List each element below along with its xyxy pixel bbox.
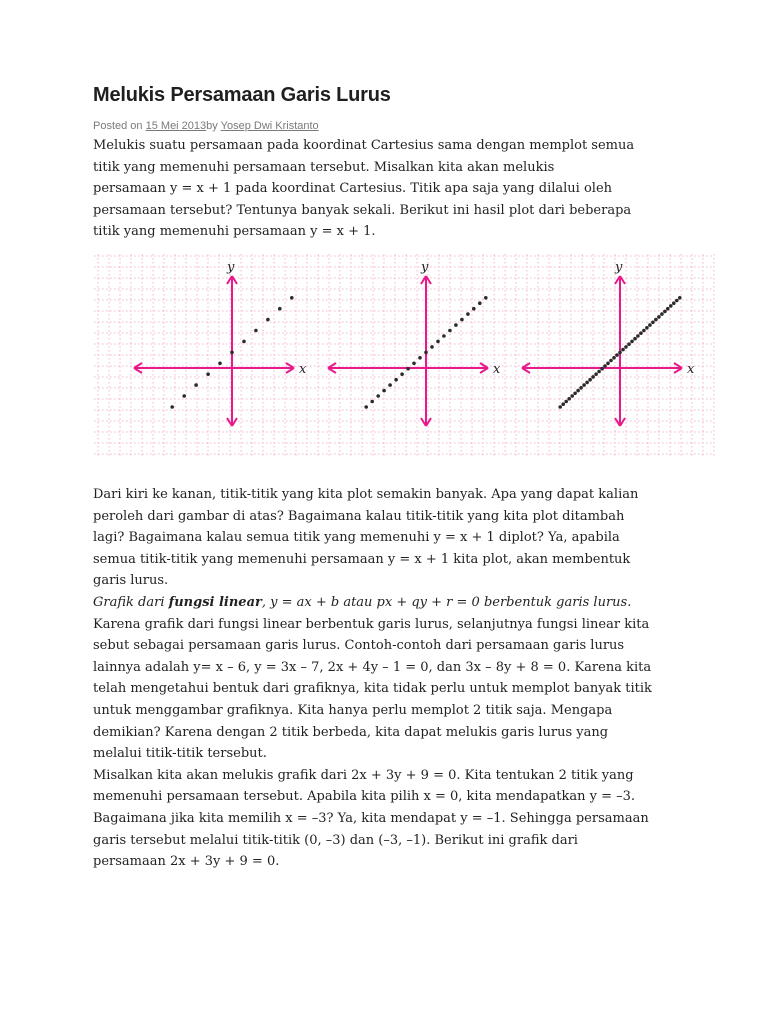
y-axis-label: y [615, 260, 623, 275]
data-point [406, 367, 410, 371]
data-point [382, 389, 386, 393]
data-point [678, 296, 682, 300]
theorem-statement [93, 592, 683, 614]
x-axis-label: x [687, 362, 695, 377]
text-line: telah mengetahui bentuk dari grafiknya, kita tidak perlu untuk memplot banyak titik [93, 681, 652, 697]
data-point [418, 356, 422, 360]
data-point [660, 312, 664, 316]
plot-panel [522, 260, 695, 426]
data-point [561, 402, 565, 406]
text-line: Bagaimana jika kita memilih x = –3? Ya, kita mendapat y = –1. Sehingga persamaan [93, 810, 649, 826]
data-point [230, 351, 234, 355]
data-point [388, 383, 392, 387]
data-point [645, 326, 649, 330]
intro-paragraph [93, 135, 683, 243]
text-line: lagi? Bagaimana kalau semua titik yang memenuhi y = x + 1 diplot? Ya, apabila [93, 530, 620, 546]
theorem-suffix: , y = ax + b atau px + qy + r = 0 berbentuk garis lurus. [261, 594, 632, 610]
data-point [290, 296, 294, 300]
data-point [266, 318, 270, 322]
data-point [558, 405, 562, 409]
data-point [624, 345, 628, 349]
data-point [639, 331, 643, 335]
data-point [564, 400, 568, 404]
data-point [609, 359, 613, 363]
text-line: Melukis suatu persamaan pada koordinat Cartesius sama dengan memplot semua [93, 138, 635, 153]
data-point [218, 362, 222, 366]
data-point [472, 307, 476, 311]
data-point [630, 340, 634, 344]
y-axis-label: y [227, 260, 235, 275]
data-point [582, 383, 586, 387]
data-point [642, 329, 646, 333]
text-line: demikian? Karena dengan 2 titik berbeda, kita dapat melukis garis lurus yang [93, 724, 609, 740]
data-point [585, 381, 589, 385]
data-point [460, 318, 464, 322]
data-point [484, 296, 488, 300]
data-point [448, 329, 452, 333]
text-line: memenuhi persamaan tersebut. Apabila kita pilih x = 0, kita mendapatkan y = –3. [93, 789, 636, 805]
data-point [400, 372, 404, 376]
data-point [206, 372, 210, 376]
author-link[interactable]: Yosep Dwi Kristanto [220, 120, 319, 132]
data-point [588, 378, 592, 382]
data-point [570, 394, 574, 398]
data-point [466, 312, 470, 316]
body-paragraph-2 [93, 484, 683, 873]
data-point [621, 348, 625, 352]
text-line: persamaan tersebut? Tentunya banyak sekali. Berikut ini hasil plot dari beberapa [93, 202, 632, 218]
text-line: Dari kiri ke kanan, titik-titik yang kita plot semakin banyak. Apa yang dapat kalian [93, 487, 639, 502]
x-axis-label: x [299, 362, 307, 377]
data-point [430, 345, 434, 349]
text-line: persamaan y = x + 1 pada koordinat Cartesius. Titik apa saja yang dilalui oleh [93, 181, 613, 197]
text-line: persamaan 2x + 3y + 9 = 0. [93, 854, 280, 870]
data-point [675, 299, 679, 303]
theorem-term: fungsi linear [168, 594, 262, 610]
text-line: titik yang memenuhi persamaan y = x + 1. [93, 224, 376, 240]
scatter-plots-figure [92, 250, 717, 460]
text-line: sebut sebagai persamaan garis lurus. Contoh-contoh dari persamaan garis lurus [93, 638, 625, 654]
plot-panel [134, 260, 307, 426]
text-line: lainnya adalah y= x – 6, y = 3x – 7, 2x + 4y – 1 = 0, dan 3x – 8y + 8 = 0. Karena kita [93, 659, 652, 675]
data-point [591, 375, 595, 379]
data-point [636, 334, 640, 338]
data-point [597, 370, 601, 374]
data-point [633, 337, 637, 341]
text-line: Karena grafik dari fungsi linear berbentuk garis lurus, selanjutnya fungsi linear kita [93, 616, 650, 632]
data-point [651, 321, 655, 325]
data-point [657, 315, 661, 319]
data-point [242, 340, 246, 344]
text-line: semua titik-titik yang memenuhi persamaan y = x + 1 kita plot, akan membentuk [93, 551, 631, 567]
data-point [370, 400, 374, 404]
data-point [278, 307, 282, 311]
data-point [600, 367, 604, 371]
data-point [254, 329, 258, 333]
post-meta [93, 120, 319, 132]
text-line: untuk menggambar grafiknya. Kita hanya perlu memplot 2 titik saja. Mengapa [93, 702, 613, 718]
data-point [194, 383, 198, 387]
data-point [594, 372, 598, 376]
data-point [376, 394, 380, 398]
data-point [567, 397, 571, 401]
posted-on-label: Posted on [93, 120, 143, 132]
data-point [615, 353, 619, 357]
post-date-link[interactable]: 15 Mei 2013 [145, 120, 207, 132]
text-line: garis tersebut melalui titik-titik (0, –3) dan (–3, –1). Berikut ini grafik dari [93, 832, 578, 848]
data-point [666, 307, 670, 311]
data-point [478, 301, 482, 305]
data-point [573, 392, 577, 396]
theorem-prefix: Grafik dari [93, 594, 169, 610]
data-point [579, 386, 583, 390]
data-point [412, 362, 416, 366]
text-line: titik yang memenuhi persamaan tersebut. Misalkan kita akan melukis [93, 159, 555, 175]
data-point [442, 334, 446, 338]
data-point [627, 342, 631, 346]
data-point [648, 323, 652, 327]
data-point [612, 356, 616, 360]
data-point [454, 323, 458, 327]
data-point [663, 310, 667, 314]
x-axis-label: x [493, 362, 501, 377]
data-point [603, 364, 607, 368]
data-point [618, 351, 622, 355]
text-line: melalui titik-titik tersebut. [93, 746, 267, 762]
data-point [394, 378, 398, 382]
by-label: by [206, 120, 218, 132]
plot-panel [328, 260, 501, 426]
data-point [672, 301, 676, 305]
text-line: Misalkan kita akan melukis grafik dari 2x + 3y + 9 = 0. Kita tentukan 2 titik yang [93, 767, 634, 783]
y-axis-label: y [421, 260, 429, 275]
text-line: garis lurus. [93, 573, 169, 589]
page-title: Melukis Persamaan Garis Lurus [93, 84, 391, 106]
text-line: peroleh dari gambar di atas? Bagaimana kalau titik-titik yang kita plot ditambah [93, 508, 625, 524]
data-point [424, 351, 428, 355]
data-point [654, 318, 658, 322]
data-point [436, 340, 440, 344]
data-point [364, 405, 368, 409]
data-point [669, 304, 673, 308]
data-point [576, 389, 580, 393]
data-point [182, 394, 186, 398]
data-point [606, 362, 610, 366]
data-point [170, 405, 174, 409]
